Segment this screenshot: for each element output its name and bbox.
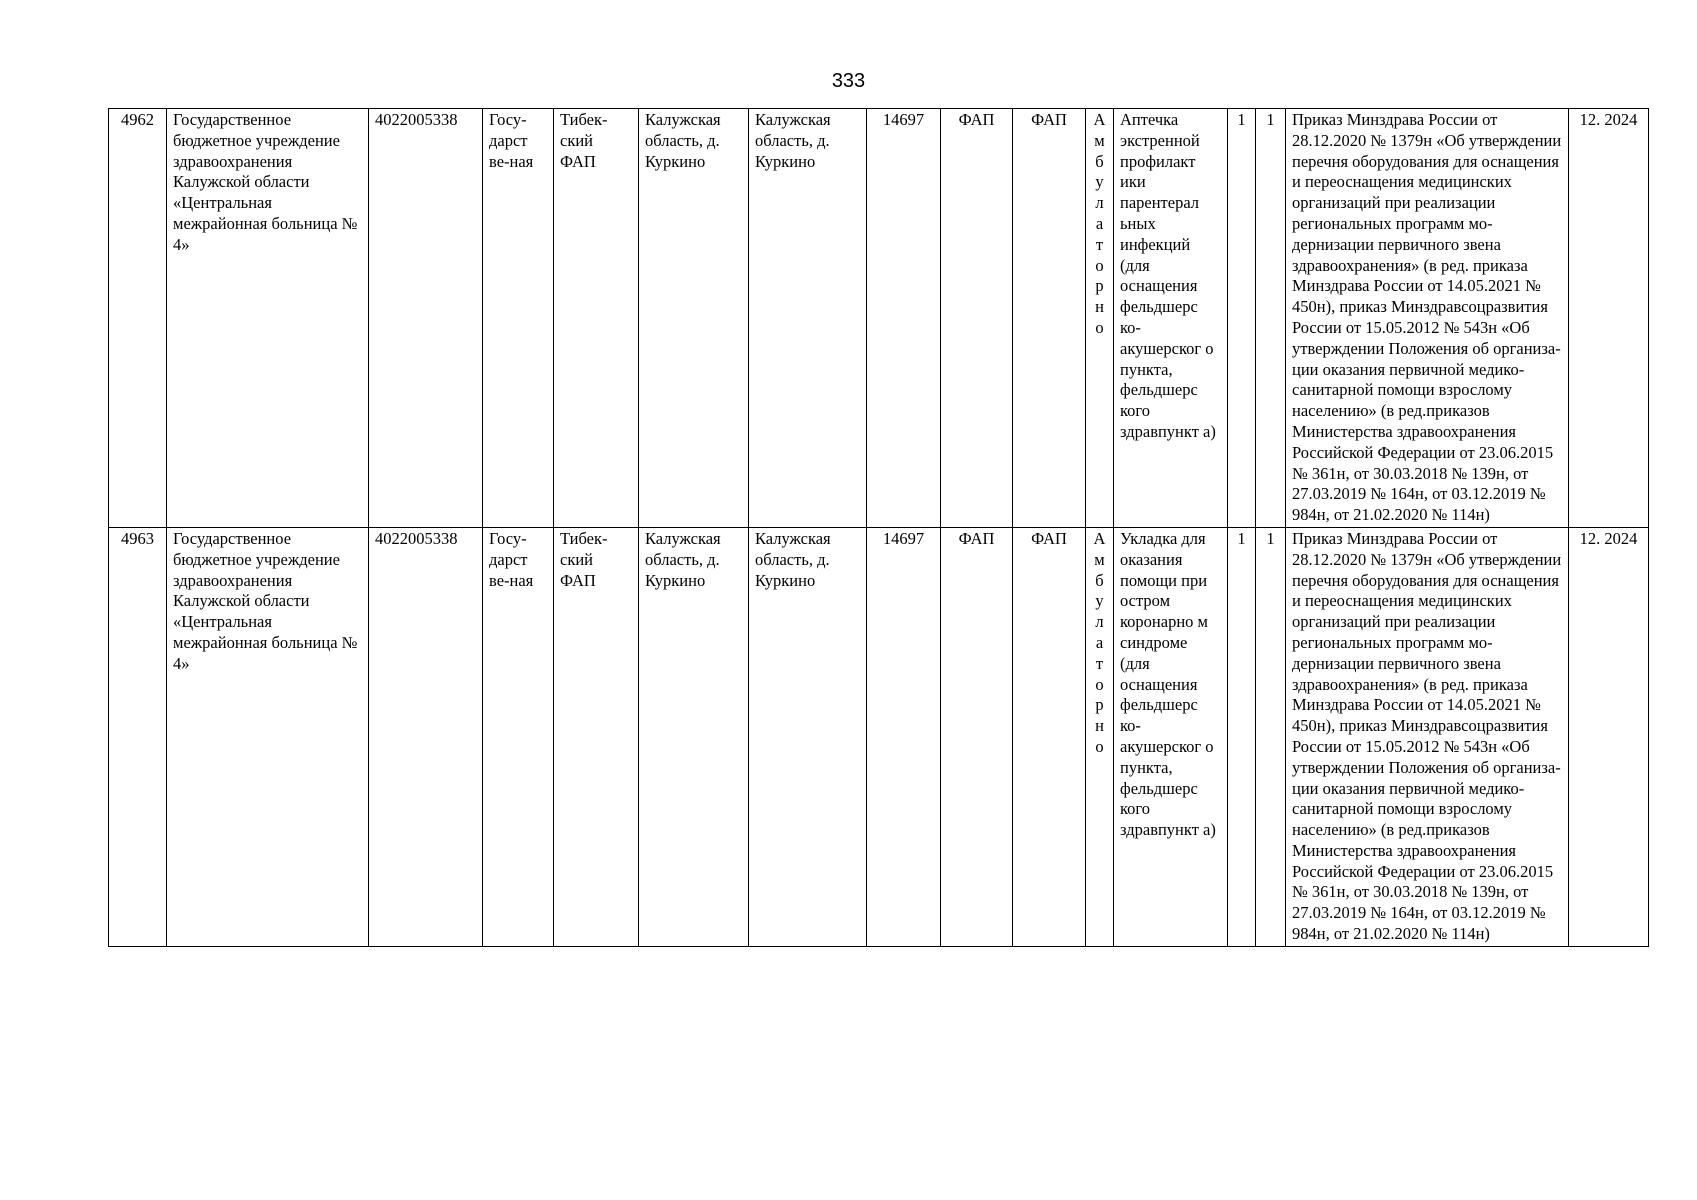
table-row bbox=[109, 109, 1649, 528]
organization-cell: Государственное бюджетное учреждение здравоохранения Калужской области «Центральная межрайонная больница № 4» bbox=[167, 109, 369, 528]
organization-cell: Государственное бюджетное учреждение здравоохранения Калужской области «Центральная межрайонная больница № 4» bbox=[167, 527, 369, 946]
care-letter: А bbox=[1093, 110, 1106, 129]
type-cell: ФАП bbox=[1013, 527, 1086, 946]
care-letter: м bbox=[1094, 130, 1105, 150]
code-cell: 14697 bbox=[867, 109, 941, 528]
care-letter: м bbox=[1094, 549, 1105, 569]
type-cell: ФАП bbox=[1013, 109, 1086, 528]
date-cell: 12. 2024 bbox=[1569, 527, 1649, 946]
care-letter: р bbox=[1095, 695, 1104, 715]
date-cell: 12. 2024 bbox=[1569, 109, 1649, 528]
quantity-cell: 1 bbox=[1256, 527, 1286, 946]
quantity-cell: 1 bbox=[1228, 109, 1256, 528]
quantity-cell: 1 bbox=[1228, 527, 1256, 946]
address-cell: Калужская область, д. Куркино bbox=[749, 109, 867, 528]
quantity-cell: 1 bbox=[1256, 109, 1286, 528]
care-letter: у bbox=[1095, 591, 1104, 611]
table-row bbox=[109, 527, 1649, 946]
care-condition-cell bbox=[1086, 527, 1114, 946]
care-letter: у bbox=[1095, 172, 1104, 192]
type-cell: ФАП bbox=[941, 527, 1013, 946]
equipment-table bbox=[108, 108, 1649, 947]
equipment-item-cell: Аптечка экстренной профилакт ики парентерал ьных инфекций (для оснащения фельдшерс ко-акушерског о пункта, фельдшерс кого здравпункт а) bbox=[1114, 109, 1228, 528]
care-letter: н bbox=[1095, 297, 1104, 317]
care-letter: н bbox=[1095, 716, 1104, 736]
care-letter: а bbox=[1095, 632, 1104, 652]
code-cell: 14697 bbox=[867, 527, 941, 946]
ownership-cell: Госу-дарст ве-ная bbox=[483, 527, 554, 946]
legal-basis-cell: Приказ Минздрава России от 28.12.2020 № 1379н «Об утверждении перечня оборудования для оснащения и переоснащения медицинских организаций при реализации региональных программ мо-дернизации первичного звена здравоохранения» (в ред. приказа Минздрава России от 14.05.2021 № 450н), приказ Минздравсоцразвития России от 15.05.2012 № 543н «Об утверждении Положения об организа-ции оказания первичной медико-санитарной помощи взрослому населению» (в ред.приказов Министерства здравоохранения Российской Федерации от 23.06.2015 № 361н, от 30.03.2018 № 139н, от 27.03.2019 № 164н, от 03.12.2019 № 984н, от 21.02.2020 № 114н) bbox=[1286, 527, 1569, 946]
row-number: 4963 bbox=[109, 527, 167, 946]
care-letter: о bbox=[1095, 317, 1104, 337]
care-letter: о bbox=[1095, 255, 1104, 275]
inn-cell: 4022005338 bbox=[369, 527, 483, 946]
address-cell: Калужская область, д. Куркино bbox=[639, 109, 749, 528]
care-letter: л bbox=[1095, 612, 1104, 632]
address-cell: Калужская область, д. Куркино bbox=[639, 527, 749, 946]
page-number: 333 bbox=[831, 70, 866, 92]
type-cell: ФАП bbox=[941, 109, 1013, 528]
care-letter: л bbox=[1095, 193, 1104, 213]
care-condition-cell bbox=[1086, 109, 1114, 528]
care-letter: б bbox=[1095, 570, 1104, 590]
care-letter: о bbox=[1095, 674, 1104, 694]
care-letter: т bbox=[1095, 234, 1104, 254]
facility-cell: Тибек-ский ФАП bbox=[554, 109, 639, 528]
inn-cell: 4022005338 bbox=[369, 109, 483, 528]
care-letter: а bbox=[1095, 213, 1104, 233]
ownership-cell: Госу-дарст ве-ная bbox=[483, 109, 554, 528]
facility-cell: Тибек-ский ФАП bbox=[554, 527, 639, 946]
legal-basis-cell: Приказ Минздрава России от 28.12.2020 № 1379н «Об утверждении перечня оборудования для оснащения и переоснащения медицинских организаций при реализации региональных программ мо-дернизации первичного звена здравоохранения» (в ред. приказа Минздрава России от 14.05.2021 № 450н), приказ Минздравсоцразвития России от 15.05.2012 № 543н «Об утверждении Положения об организа-ции оказания первичной медико-санитарной помощи взрослому населению» (в ред.приказов Министерства здравоохранения Российской Федерации от 23.06.2015 № 361н, от 30.03.2018 № 139н, от 27.03.2019 № 164н, от 03.12.2019 № 984н, от 21.02.2020 № 114н) bbox=[1286, 109, 1569, 528]
care-letter: б bbox=[1095, 151, 1104, 171]
address-cell: Калужская область, д. Куркино bbox=[749, 527, 867, 946]
care-letter: т bbox=[1095, 653, 1104, 673]
care-letter: о bbox=[1095, 736, 1104, 756]
care-letter: А bbox=[1093, 528, 1106, 548]
care-letter: р bbox=[1095, 276, 1104, 296]
equipment-item-cell: Укладка для оказания помощи при остром коронарно м синдроме (для оснащения фельдшерс ко-акушерског о пункта, фельдшерс кого здравпункт а) bbox=[1114, 527, 1228, 946]
row-number: 4962 bbox=[109, 109, 167, 528]
